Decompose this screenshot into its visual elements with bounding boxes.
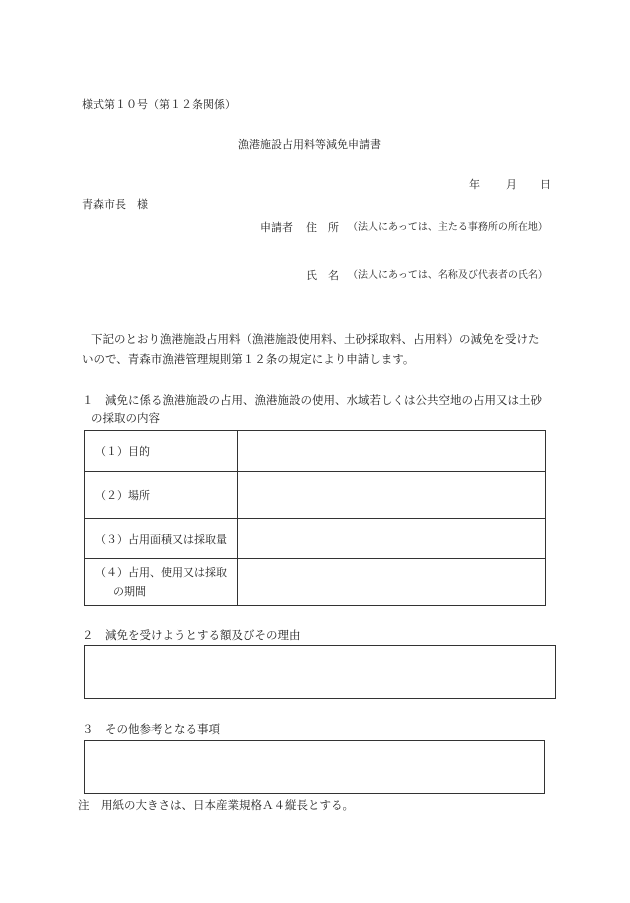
table-row bbox=[85, 431, 546, 472]
period-label-line-2: の期間 bbox=[113, 585, 146, 598]
purpose-field[interactable] bbox=[238, 431, 546, 472]
date-year: 年 bbox=[469, 178, 480, 191]
table-row bbox=[85, 519, 546, 559]
section1-heading-line-2: の採取の内容 bbox=[91, 411, 160, 425]
section1-heading-line-1: １ 減免に係る漁港施設の占用、漁港施設の使用、水域若しくは公共空地の占用又は土砂 bbox=[82, 393, 542, 407]
name-label: 氏 名 bbox=[306, 269, 339, 282]
date-month: 月 bbox=[506, 178, 517, 191]
address-note: （法人にあっては、主たる事務所の所在地） bbox=[348, 222, 548, 233]
paper-size-note: 注 用紙の大きさは、日本産業規格Ａ４縦長とする。 bbox=[78, 798, 354, 812]
location-field[interactable] bbox=[238, 472, 546, 519]
form-number: 様式第１０号（第１２条関係） bbox=[82, 98, 236, 111]
name-note: （法人にあっては、名称及び代表者の氏名） bbox=[348, 270, 548, 281]
body-line-1: 下記のとおり漁港施設占用料（漁港施設使用料、土砂採取料、占用料）の減免を受けた bbox=[91, 332, 540, 346]
date-day: 日 bbox=[540, 178, 551, 191]
section3-heading: ３ その他参考となる事項 bbox=[82, 722, 220, 736]
period-label-line-1: （４）占用、使用又は採取 bbox=[95, 566, 227, 579]
table-row bbox=[85, 559, 546, 606]
detail-table bbox=[84, 430, 546, 606]
body-line-2: いので、青森市漁港管理規則第１２条の規定により申請します。 bbox=[82, 352, 415, 366]
period-label bbox=[85, 559, 238, 606]
area-label: （３）占用面積又は採取量 bbox=[85, 519, 238, 559]
section2-heading: ２ 減免を受けようとする額及びその理由 bbox=[82, 628, 301, 642]
address-label: 住 所 bbox=[306, 221, 339, 234]
purpose-label: （１）目的 bbox=[85, 431, 238, 472]
addressee: 青森市長 様 bbox=[82, 198, 148, 211]
applicant-label: 申請者 bbox=[260, 221, 293, 234]
other-reference-field[interactable] bbox=[84, 740, 545, 794]
document-title: 漁港施設占用料等減免申請書 bbox=[238, 138, 381, 151]
location-label: （２）場所 bbox=[85, 472, 238, 519]
area-field[interactable] bbox=[238, 519, 546, 559]
reduction-reason-field[interactable] bbox=[84, 645, 556, 699]
table-row bbox=[85, 472, 546, 519]
period-field[interactable] bbox=[238, 559, 546, 606]
